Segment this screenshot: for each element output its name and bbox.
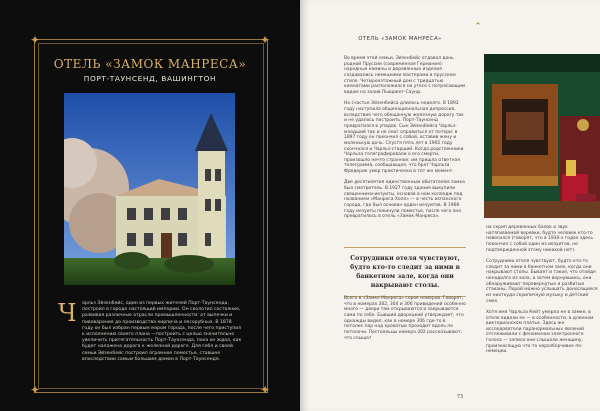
chapter-title: ОТЕЛЬ «ЗАМОК МАНРЕСА» <box>53 57 247 71</box>
castle-photo <box>64 93 235 285</box>
body-column-2: на скрип деревянных балок и звук натягиваемой веревки, будто человек кто-то повесился (говорят, что в 1930-х годах здесь покончил с собой один из иезуитов, но подтвержденной этому никакой нет). Сотрудники отеля чувствуют, будто кто-то следит за ними в банкетном зале, когда они накрывают столы. Бывает и такое, что отойдя ненадолго из зала, а затем вернувшись, они обнаруживают перевернутые и разбитые стаканы. Порой можно услышать доносящиеся из ниоткуда скрипичную музыку и детский смех. Хотя имя Чарльза Кейт умерла не в замке, в отеле видели ее — в особенности, в длинном викторианском платье. Здесь же исследователи паранормальных явлений отслеживали с феноменом электронного голоса — записи они слышали женщину, произносящую что-то неразборчивое по-немецки. <box>486 225 598 355</box>
corner-ornament-icon: ✦ <box>259 33 271 47</box>
drop-cap: Ч <box>58 299 77 327</box>
body-column-1-bottom: Всего в «Замке Манреса» сорок номеров. Говорят, что в номерах 302, 304 и 306 привидений особенно много — двери там открываются и закрываются сами по себе. Бывший дворецкий утверждает, что однажды видел, как в номере 306 где-то в потолке пар над кроватью проходит вдоль по потолочи. Постояльцы номера 302 рассказывают, что слышат <box>344 296 466 341</box>
page-number: 73 <box>456 394 464 400</box>
body-column-1: Во время этой семьи, Эйзенбейс отдавал дань родной Пруссии (современная Германия): нарядные камины и деревянные изделия создавались немецкими мастерами в прусском стиле. Четырехэтажный дом с тридцатью комнатами расположился на утесе с потрясающим видом на залив Пьюджет-Саунд. Но счастье Эйзенбейса длилось недолго. В 1893 году наступила общенациональная депрессия, вследствие чего обещанную железную дорогу так и не удалось построить. Порт-Таунсенд превратился в упадок. Сын Эйзенбейса Чарльз-младший так и не смог оправиться от потери: в 1897 году он покончил с собой, оставив жену и маленькую дочь. Спустя пять лет в 1902 году скончался и Чарльз-старший. Когда родственники Чарльза телеграфировали о его смерти, произошло нечто странное: им пришла ответная телеграмма, сообщающая, что брат Чарльза Фредерик умер практически в тот же момент. Две десятилетия единственным обитателем замка был смотритель. В 1927 году здание выкупили священники-иезуиты, основав в нем колледж под названием «Манреса Холл» — в честь испанского города, где был основан орден иезуитов. В 1968 году иезуиты покинули поместье, после чего оно превратилось в отель «Замок Манреса». <box>344 56 466 220</box>
corner-ornament-icon: ✦ <box>29 383 41 397</box>
pull-quote: Сотрудники отеля чувствуют, будто кто-то следит за ними в банкетном зале, когда они накрывают столы. <box>344 247 466 297</box>
corner-ornament-icon: ✦ <box>259 383 271 397</box>
corner-ornament-icon: ✦ <box>29 33 41 47</box>
intro-paragraph: арльз Эйзенбейс, один из первых жителей Порт-Таунсенда, построил в городе настоящий империю. Он сколотил состояние, развивая различные отрасли промышленности: от выпечки и пивоварения до производства кирпича и лесорубных. В 1878 году он был избран первым мэром города, после чего приступил к исполнению своего плана —построить с целью значительно увеличить притягательность Порт-Таунсенда, пока он ждал, как будет налажена дорога к железной дороге. Для себя и своей семьи Эйзенбейс построил огромное поместье, ставшее впоследствии самым большим домом в Порт-Таунсенде. <box>82 301 242 362</box>
running-head: ОТЕЛЬ «ЗАМОК МАНРЕСА» <box>358 36 442 42</box>
chapter-subtitle: ПОРТ-ТАУНСЕНД, ВАШИНГТОН <box>83 74 217 83</box>
interior-photo <box>484 54 600 218</box>
ornament-icon: ⌃ <box>474 22 482 32</box>
